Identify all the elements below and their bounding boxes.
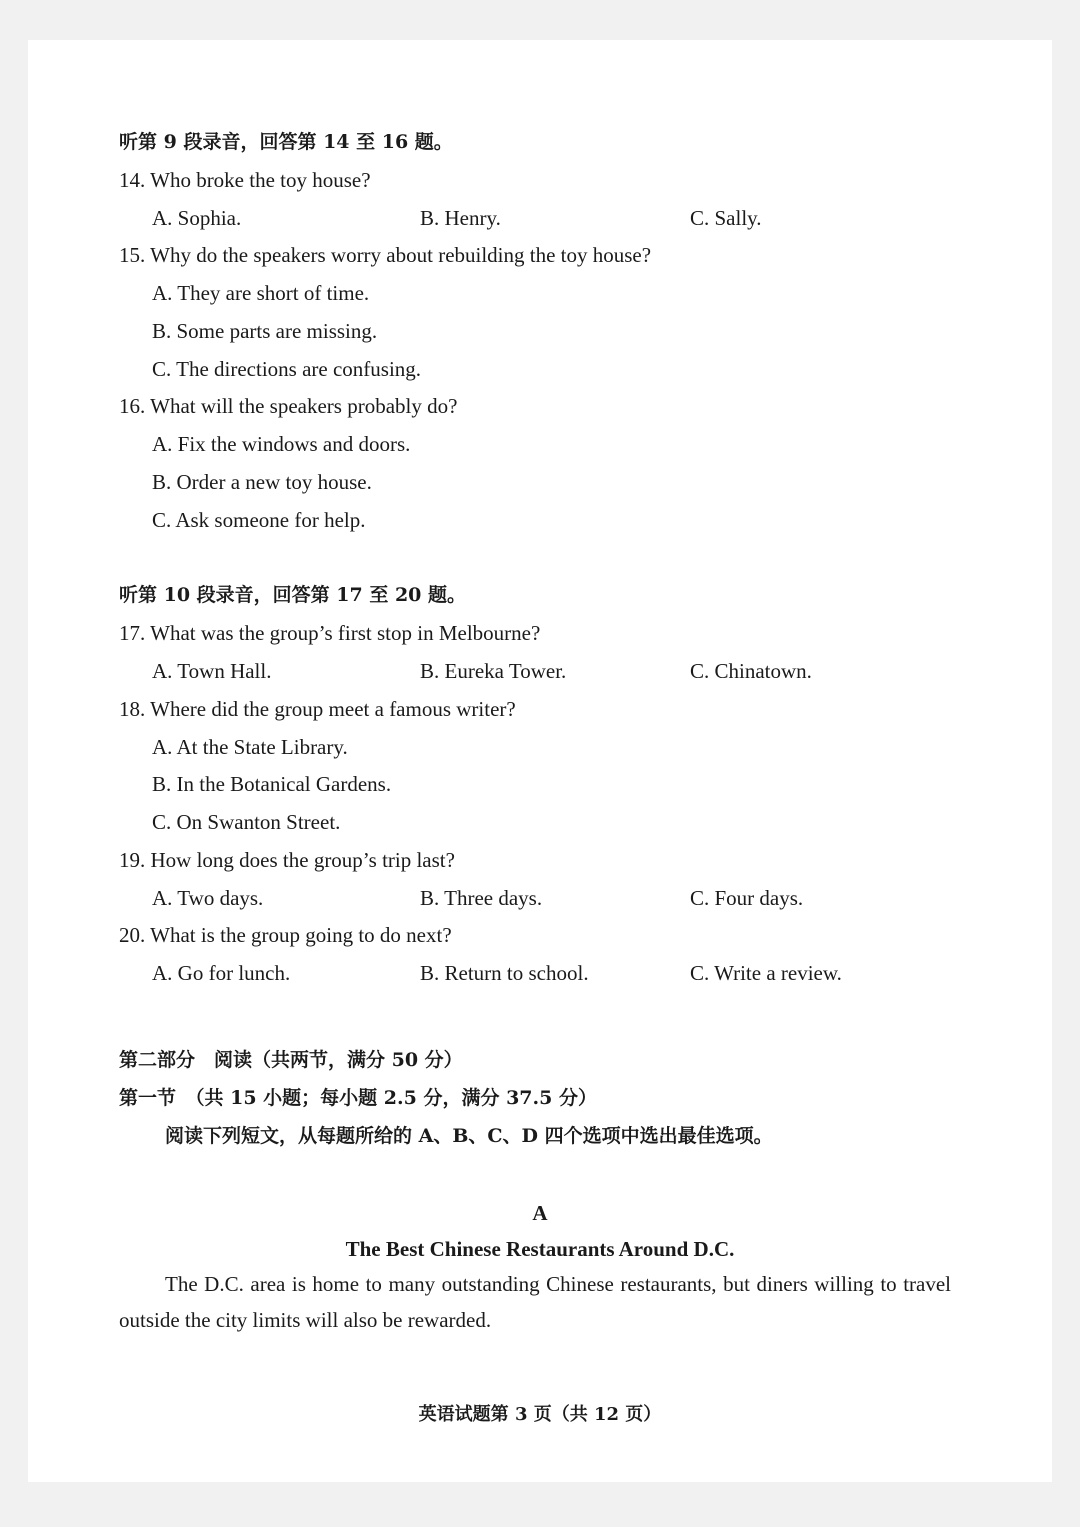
- question-19: 19. How long does the group’s trip last?: [119, 848, 455, 872]
- question-15-option-b: B. Some parts are missing.: [152, 319, 378, 343]
- passage-letter: A: [532, 1201, 548, 1225]
- question-16: 16. What will the speakers probably do?: [119, 394, 458, 418]
- question-17-option-b: B. Eureka Tower.: [420, 659, 567, 683]
- question-15: 15. Why do the speakers worry about rebuilding the toy house?: [119, 243, 652, 267]
- question-18-option-a: A. At the State Library.: [152, 735, 348, 759]
- question-17: 17. What was the group’s first stop in Melbourne?: [119, 621, 541, 645]
- question-17-option-a: A. Town Hall.: [152, 659, 272, 683]
- reading-instruction: 阅读下列短文，从每题所给的 A、B、C、D 四个选项中选出最佳选项。: [165, 1125, 773, 1147]
- question-14-option-c: C. Sally.: [690, 206, 762, 230]
- question-16-option-a: A. Fix the windows and doors.: [152, 432, 411, 456]
- section-9-heading: 听第 9 段录音，回答第 14 至 16 题。: [119, 131, 453, 153]
- question-18-option-c: C. On Swanton Street.: [152, 810, 341, 834]
- question-14-option-a: A. Sophia.: [152, 206, 242, 230]
- section-10-heading: 听第 10 段录音，回答第 17 至 20 题。: [119, 584, 467, 606]
- page-footer: 英语试题第 3 页（共 12 页）: [418, 1404, 662, 1425]
- question-20-option-b: B. Return to school.: [420, 961, 589, 985]
- question-19-option-a: A. Two days.: [152, 886, 264, 910]
- question-15-option-a: A. They are short of time.: [152, 281, 370, 305]
- question-20: 20. What is the group going to do next?: [119, 923, 452, 947]
- question-20-option-c: C. Write a review.: [690, 961, 842, 985]
- question-18-option-b: B. In the Botanical Gardens.: [152, 772, 392, 796]
- question-19-option-b: B. Three days.: [420, 886, 543, 910]
- part-2-section-1-heading: 第一节 （共 15 小题；每小题 2.5 分，满分 37.5 分）: [119, 1087, 597, 1109]
- question-16-option-b: B. Order a new toy house.: [152, 470, 372, 494]
- question-15-option-c: C. The directions are confusing.: [152, 357, 422, 381]
- part-2-heading: 第二部分 阅读（共两节，满分 50 分）: [119, 1049, 463, 1071]
- question-17-option-c: C. Chinatown.: [690, 659, 812, 683]
- question-19-option-c: C. Four days.: [690, 886, 804, 910]
- question-16-option-c: C. Ask someone for help.: [152, 508, 366, 532]
- question-20-option-a: A. Go for lunch.: [152, 961, 291, 985]
- passage-title: The Best Chinese Restaurants Around D.C.: [345, 1237, 735, 1261]
- passage-body: The D.C. area is home to many outstanding Chinese restaurants, but diners willing to travel outside the city limits will also be rewarded.: [119, 1272, 951, 1332]
- question-18: 18. Where did the group meet a famous writer?: [119, 697, 516, 721]
- question-14: 14. Who broke the toy house?: [119, 168, 371, 192]
- question-14-option-b: B. Henry.: [420, 206, 501, 230]
